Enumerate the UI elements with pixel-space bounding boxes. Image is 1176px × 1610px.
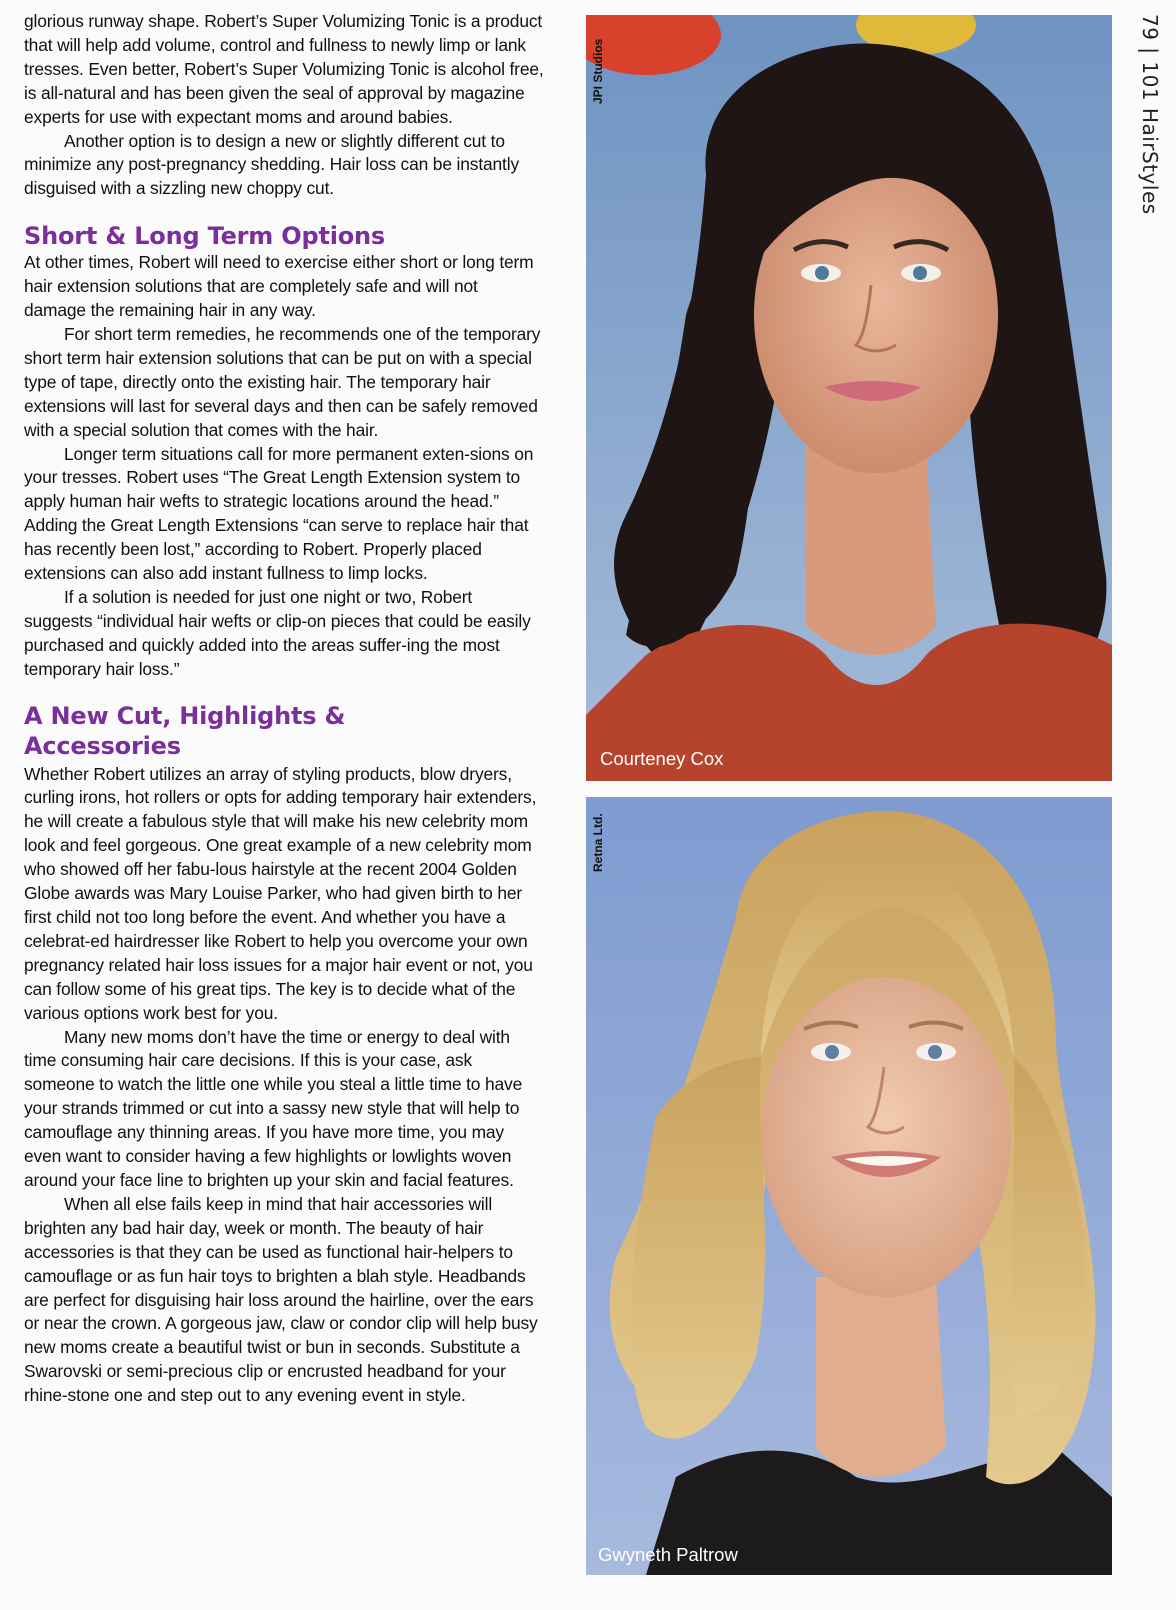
paragraph: At other times, Robert will need to exercise either short or long term hair extension solutions that are completely safe and will not damage the remaining hair in any way. xyxy=(24,252,534,321)
neck xyxy=(816,1277,946,1477)
paragraph: If a solution is needed for just one night or two, Robert suggests “individual hair wefts or clip-on pieces that could be easily purchased and quickly added into the areas suffer-ing the most temporary hair loss.” xyxy=(24,586,531,679)
portrait-illustration xyxy=(586,797,1112,1575)
article-body xyxy=(24,10,544,1408)
paragraph: Longer term situations call for more permanent exten-sions on your tresses. Robert uses “The Great Length Extension system to apply human hair wefts to strategic locations around the head.” Adding the Great Length Extensions “can serve to replace hair that has recently been lost,” according to Robert. Properly placed extensions can also add instant fullness to limp locks. xyxy=(24,443,534,584)
photo-credit: JPI Studios xyxy=(591,38,605,104)
celebrity-photo xyxy=(586,797,1112,1575)
section-heading-line: A New Cut, Highlights & xyxy=(24,701,346,730)
photo-credit: Retna Ltd. xyxy=(591,813,605,872)
iris xyxy=(928,1045,942,1059)
paragraph: glorious runway shape. Robert’s Super Volumizing Tonic is a product that will help add volume, control and fullness to newly limp or lank tresses. Even better, Robert’s Super Volumizing Tonic is alcohol free, is all-natural and has been given the seal of approval by magazine experts for use with expectant moms and around babies. xyxy=(24,11,544,127)
paragraph: When all else fails keep in mind that hair accessories will brighten any bad hair day, week or month. The beauty of hair accessories is that they can be used as functional hair-helpers to camouflage or as fun hair toys to brighten a blah style. Headbands are perfect for disguising hair loss around the hairline, over the ears or near the crown. A gorgeous jaw, claw or condor clip will help busy new moms create a beautiful twist or bun in seconds. Substitute a Swarovski or semi-precious clip or encrusted headband for your rhine-stone one and step out to any evening event in style. xyxy=(24,1193,538,1406)
running-head: 79 | 101 HairStyles xyxy=(1138,14,1162,215)
section-heading xyxy=(24,701,544,761)
face xyxy=(761,977,1011,1297)
neck xyxy=(806,445,936,655)
iris xyxy=(913,266,927,280)
celebrity-photo xyxy=(586,15,1112,781)
iris xyxy=(815,266,829,280)
photo-caption: Gwyneth Paltrow xyxy=(598,1544,738,1565)
paragraph: For short term remedies, he recommends one of the temporary short term hair extension solutions that can be put on with a special type of tape, directly onto the existing hair. The temporary hair extensions will last for several days and then can be safely removed with a special solution that comes with the hair. xyxy=(24,323,541,440)
section-heading: Short & Long Term Options xyxy=(24,222,386,251)
portrait-illustration xyxy=(586,15,1112,781)
paragraph: Another option is to design a new or slightly different cut to minimize any post-pregnancy shedding. Hair loss can be instantly disguised with a sizzling new choppy cut. xyxy=(24,130,519,199)
paragraph: Many new moms don’t have the time or energy to deal with time consuming hair care decisions. If this is your case, ask someone to watch the little one while you steal a little time to have your strands trimmed or cut into a sassy new style that will help to camouflage any thinning areas. If you have more time, you may even want to consider having a few highlights or lowlights woven around your face line to brighten up your skin and facial features. xyxy=(24,1026,523,1190)
photo-caption: Courteney Cox xyxy=(600,748,724,769)
paragraph: Whether Robert utilizes an array of styling products, blow dryers, curling irons, hot rollers or opts for adding temporary hair extenders, he will create a fabulous style that will make his new celebrity mom look and feel gorgeous. One great example of a new celebrity mom who showed off her fabu-lous hairstyle at the recent 2004 Golden Globe awards was Mary Louise Parker, who had given birth to her first child not too long before the event. And whether you have a celebrat-ed hairdresser like Robert to help you overcome your own pregnancy related hair loss issues for a major hair event or not, you can follow some of his great tips. The key is to decide what of the various options work best for you. xyxy=(24,763,537,1023)
section-heading-line: Accessories xyxy=(24,731,181,760)
iris xyxy=(825,1045,839,1059)
